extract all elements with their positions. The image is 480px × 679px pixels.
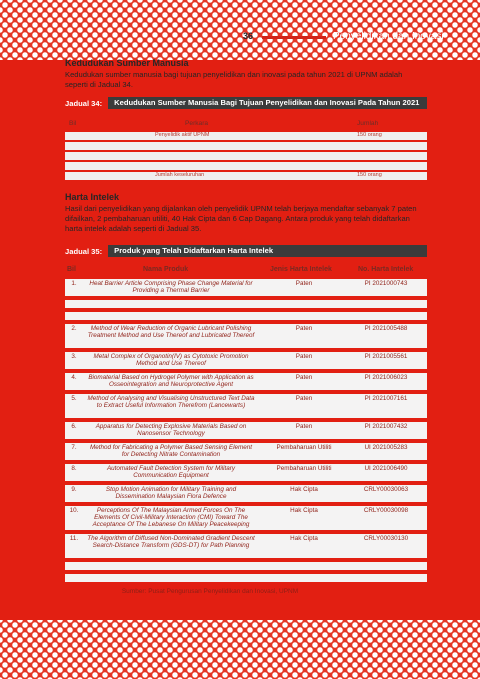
table35-cell-type: Hak Cipta [290,535,318,542]
table35-cell-no: 9. [71,486,77,493]
table35-cell-number: CRLY00030130 [363,535,409,542]
table34-row [65,132,427,140]
table35-cell-name: Apparatus for Detecting Explosive Materials Based on Nanosensor Technology [95,423,247,437]
table35-cell-number: UI 2021006490 [364,465,408,472]
table35-col-jenis: Jenis Harta Intelek [270,266,332,273]
table34-label: Jadual 34: [65,98,103,108]
table35-col-no: No. Harta Intelek [358,266,414,273]
hr-section-title: Kedudukan Sumber Manusia [65,58,189,68]
table35-row [65,506,427,530]
table35-cell-name: Automated Fault Detection System for Military Communication Equipment [106,465,236,479]
table35-row [65,394,427,418]
table35-row [65,464,427,481]
table35-cell-no: 2. [71,325,77,332]
table34-title: Kedudukan Sumber Manusia Bagi Tujuan Penyelidikan dan Inovasi Pada Tahun 2021 [108,97,427,109]
table34-cell-item: Jumlah keseluruhan [155,172,205,178]
table34-row [65,162,427,170]
table35-row [65,352,427,369]
table35-cell-type: Pembaharuan Utiliti [276,465,332,472]
table35-cell-type: Paten [295,325,313,332]
table35-cell-no: 7. [71,444,77,451]
table35-row [65,443,427,460]
table35-cell-number: PI 2021007432 [364,423,408,430]
table35-cell-no: 11. [69,535,79,542]
table35-cell-no: 8. [71,465,77,472]
table35-cell-number: CRLY00030098 [363,507,409,514]
table35-row [65,422,427,439]
hr-intro-paragraph: Kedudukan sumber manusia bagi tujuan penyelidikan dan inovasi pada tahun 2021 di UPNM adalah seperti di Jadual 34. [65,70,403,89]
table35-cell-name: Method of Wear Reduction of Organic Lubricant Polishing Treatment Method and Use Thereof and Lubricated Thereof [87,325,255,339]
table34-header [65,118,427,130]
table35-cell-name: Method for Fabricating a Polymer Based Sensing Element for Detecting Nitrate Contamination [89,444,253,458]
table35-cell-number: PI 2021005488 [364,325,408,332]
table34-row [65,172,427,180]
table35-cell-type: Paten [295,395,313,402]
table35-header [65,264,427,276]
table35-cell-name: Metal Complex of Organotin(IV) as Cytotoxic Promotion Method and Use Thereof [93,353,249,367]
table35-cell-type: Hak Cipta [290,507,318,514]
table35-cell-number: PI 2021005561 [364,353,408,360]
table35-cell-name: Perceptions Of The Malaysian Armed Forces On The Elements Of Civil-Military Interaction (CMI) Toward The Acceptance Of The Lebanese On Military Peacekeeping [92,507,250,528]
table35-cell-no: 10. [69,507,79,514]
table34-row [65,152,427,160]
table34-cell-total: 150 orang [357,172,382,178]
table35-cell-name: Biomaterial Based on Hydrogel Polymer with Application as Osseointegration and Neuroprotective Agent [88,374,254,388]
table35-title: Produk yang Telah Didaftarkan Harta Intelek [108,245,427,257]
ip-paragraph: Hasil dari penyelidikan yang dijalankan oleh penyelidik UPNM telah berjaya mendaftar sebanyak 7 paten difailkan, 2 pembaharuan utiliti, 40 Hak Cipta dan 6 Cap Dagang. Antara produk yang telah didaftarkan harta intelek adalah seperti di Jadual 35. [65,204,417,233]
table35-cell-name: The Algorithm of Diffused Non-Dominated Gradient Descent Search-Distance Transform (GDS-DT) for Path Planning [87,535,255,549]
table35-cell-no: 3. [71,353,77,360]
table35-cell-number: PI 2021000743 [364,280,408,287]
table35-cell-number: UI 2021005283 [364,444,408,451]
table35-cell-number: CRLY00030063 [363,486,409,493]
table35-cell-name: Stop Motion Animation for Military Training and Dissemination Malaysian Flora Defence [105,486,237,500]
header-rule [262,36,326,39]
table35-cell-no: 1. [71,280,77,287]
table35-row [65,373,427,390]
table35-source-note: Sumber: Pusat Pengurusan Penyelidikan dan Inovasi, UPNM [121,588,299,595]
table34-col-perkara: Perkara [185,120,209,127]
table35-cell-name: Heat Barrier Article Comprising Phase Change Material for Providing a Thermal Barrier [89,280,253,294]
table35-cell-no: 4. [71,374,77,381]
table35-cell-number: PI 2021007161 [364,395,408,402]
table35-cell-type: Paten [295,374,313,381]
table35-row [65,312,427,320]
table35-cell-type: Paten [295,280,313,287]
table35-cell-type: Pembaharuan Utiliti [276,444,332,451]
table34-col-jumlah: Jumlah [357,120,379,127]
table35-col-nama: Nama Produk [143,266,189,273]
table34-col-bil: Bil [69,120,77,127]
table35-cell-number: PI 2021006023 [364,374,408,381]
table34-cell-total: 150 orang [357,132,382,138]
table35-row [65,300,427,308]
table35-row [65,485,427,502]
table35-row [65,534,427,558]
table35-cell-name: Method of Analysing and Visualising Unstructured Text Data to Extract Useful Information Therefrom (Lancewarts) [87,395,255,409]
table35-row [65,562,427,570]
table35-col-bil: Bil [67,266,76,273]
table35-cell-type: Paten [295,353,313,360]
table35-cell-no: 5. [71,395,77,402]
table35-cell-type: Hak Cipta [290,486,318,493]
table35-row [65,324,427,348]
ip-section-title: Harta Intelek [65,192,120,202]
table35-row [65,574,427,582]
table34-cell-item: Penyelidik aktif UPNM [155,132,210,138]
page-number: 36 [243,31,254,41]
table34-caption [65,97,427,109]
table35-caption [65,245,427,257]
table35-cell-no: 6. [71,423,77,430]
table35-cell-type: Paten [295,423,313,430]
section-header: Penyelidikan dan Inovasi [333,31,444,42]
table34-row [65,142,427,150]
table35-label: Jadual 35: [65,246,103,256]
table35-row [65,279,427,296]
